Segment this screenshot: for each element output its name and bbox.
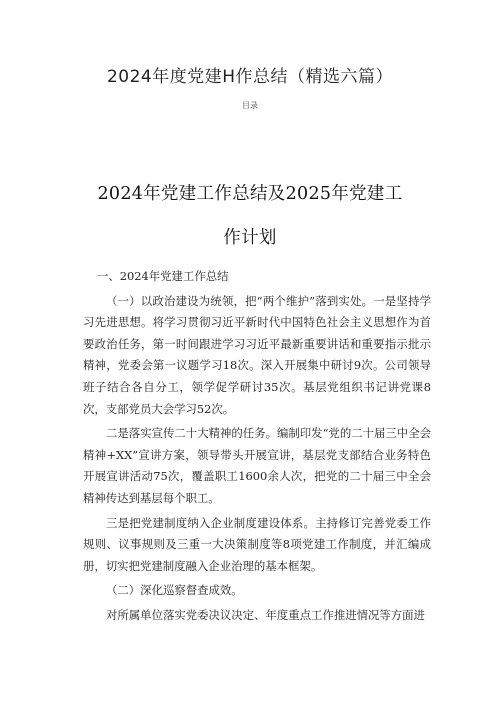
paragraph-inspection: 对所属单位落实党委决议决定、年度重点工作推进情况等方面进 — [106, 607, 425, 622]
article-body — [83, 266, 431, 627]
paragraph-political-building: （一）以政治建设为统领，把“两个维护”落到实处。一是坚持学习先进思想。将学习贯彻习近平新时代中国特色社会主义思想作为首要政治任务，第一时间跟进学习习近平最新重要讲话和重要指示批示精神，党委会第一议题学习18次。深入开展集中研讨9次。公司领导班子结合各自分工，领学促学研讨35次。基层党组织书记讲党课8次，支部党员大会学习52次。 — [83, 293, 431, 416]
table-of-contents-label: 目录 — [242, 101, 258, 110]
section-heading: 一、2024年党建工作总结 — [97, 269, 229, 283]
paragraph-institution: 三是把党建制度纳入企业制度建设体系。主持修订完善党委工作规则、议事规则及三重一大决策制度等8项党建工作制度，并汇编成册，切实把党建制度融入企业治理的基本框架。 — [83, 515, 431, 573]
subsection-heading: （二）深化巡察督查成效。 — [106, 583, 243, 598]
article-title: 2024年党建工作总结及2025年党建工作计划 — [97, 184, 403, 248]
document-title: 2024年度党建H作总结（精选六篇） — [106, 67, 394, 87]
paragraph-propaganda: 二是落实宣传二十大精神的任务。编制印发“党的二十届三中全会精神+XX”宣讲方案，领导带头开展宣讲，基层党支部结合业务特色开展宣讲活动75次，覆盖职工1600余人次，把党的二十届三中全会精神传达到基层每个职工。 — [83, 426, 431, 505]
